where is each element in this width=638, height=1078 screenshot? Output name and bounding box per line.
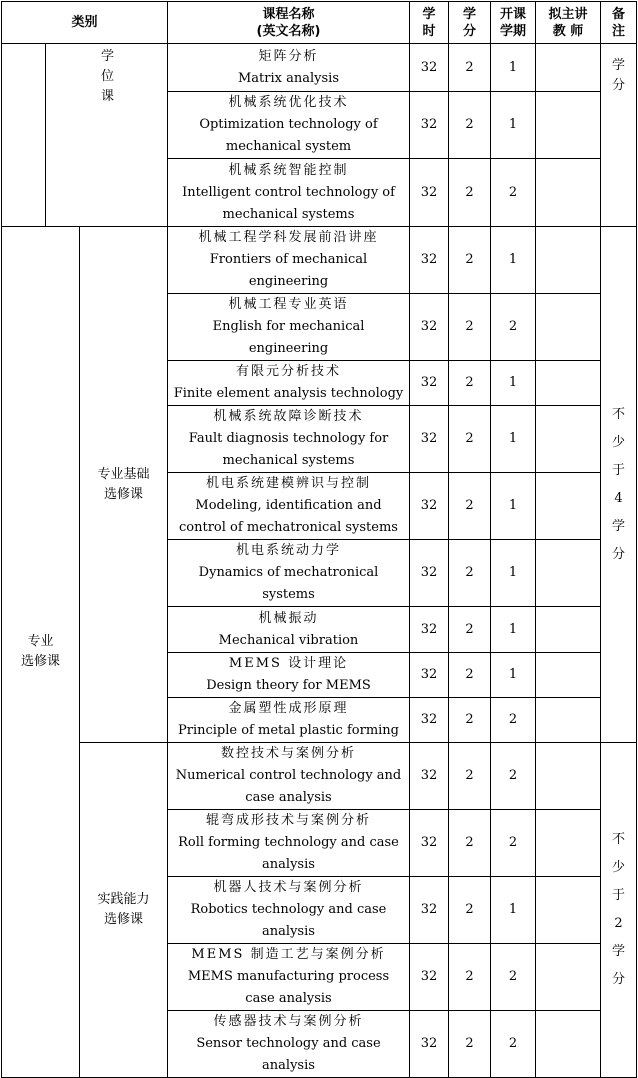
course-credits: 2 — [449, 1011, 491, 1078]
course-name-zh: 机械工程学科发展前沿讲座 — [198, 230, 379, 245]
course-credits: 2 — [449, 607, 491, 653]
course-semester: 2 — [491, 1011, 536, 1078]
course-hours: 32 — [410, 944, 449, 1011]
course-credits: 2 — [449, 698, 491, 743]
course-name-zh: 辊弯成形技术与案例分析 — [205, 813, 371, 828]
course-name-zh: 机械工程专业英语 — [228, 297, 349, 312]
course-name-zh: MEMS 设计理论 — [228, 656, 349, 671]
course-hours: 32 — [410, 473, 449, 540]
course-hours: 32 — [410, 698, 449, 743]
course-credits: 2 — [449, 406, 491, 473]
header-teacher: 拟主讲 教 师 — [536, 2, 601, 44]
course-name-en: Finite element analysis technology — [173, 386, 404, 401]
course-name-en: Dynamics of mechatronical systems — [198, 565, 379, 602]
course-teacher — [536, 44, 601, 92]
course-semester: 1 — [491, 473, 536, 540]
course-teacher — [536, 92, 601, 159]
course-semester: 1 — [491, 406, 536, 473]
course-credits: 2 — [449, 877, 491, 944]
basic-elective-label-cell — [80, 227, 168, 743]
course-name-en: Modeling, identification and control of mechatronical systems — [179, 498, 398, 535]
course-name-cell — [168, 653, 410, 698]
course-teacher — [536, 227, 601, 294]
course-name-cell — [168, 540, 410, 607]
course-name-en: Sensor technology and case analysis — [196, 1036, 381, 1073]
course-credits: 2 — [449, 810, 491, 877]
course-hours: 32 — [410, 159, 449, 227]
course-credits: 2 — [449, 653, 491, 698]
course-teacher — [536, 1011, 601, 1078]
course-teacher — [536, 653, 601, 698]
course-teacher — [536, 361, 601, 406]
header-course-name: 课程名称 (英文名称) — [168, 2, 410, 44]
course-name-en: Numerical control technology and case analysis — [175, 768, 402, 805]
practice-elective-label-cell — [80, 743, 168, 1078]
course-name-cell — [168, 607, 410, 653]
course-name-cell — [168, 944, 410, 1011]
header-remark: 备 注 — [601, 2, 637, 44]
degree-subcategory-cell — [46, 44, 168, 227]
course-name-cell — [168, 743, 410, 810]
course-name-zh: MEMS 制造工艺与案例分析 — [191, 947, 386, 962]
course-name-en: English for mechanical engineering — [212, 319, 365, 356]
course-hours: 32 — [410, 877, 449, 944]
degree-remark-label: 学 分 — [611, 58, 625, 93]
header-semester: 开课 学期 — [491, 2, 536, 44]
course-name-en: Mechanical vibration — [218, 632, 359, 648]
course-hours: 32 — [410, 294, 449, 361]
course-semester: 1 — [491, 877, 536, 944]
course-hours: 32 — [410, 810, 449, 877]
course-credits: 2 — [449, 227, 491, 294]
course-name-en: Frontiers of mechanical engineering — [209, 252, 368, 289]
course-name-zh: 传感器技术与案例分析 — [213, 1014, 364, 1029]
header-credits: 学 分 — [449, 2, 491, 44]
course-credits: 2 — [449, 540, 491, 607]
course-name-cell — [168, 294, 410, 361]
course-semester: 2 — [491, 743, 536, 810]
practice-remark-label: 不 少 于 2 学 分 — [611, 832, 625, 987]
table-row — [2, 44, 637, 92]
course-semester: 1 — [491, 653, 536, 698]
course-name-cell — [168, 698, 410, 743]
course-name-en: Roll forming technology and case analysis — [178, 835, 399, 872]
course-credits: 2 — [449, 743, 491, 810]
course-credits: 2 — [449, 92, 491, 159]
elective-category-label: 专业 选修课 — [20, 634, 60, 669]
course-name-en: Robotics technology and case analysis — [190, 902, 387, 939]
course-name-en: Design theory for MEMS — [206, 678, 371, 693]
course-credits: 2 — [449, 473, 491, 540]
course-name-zh: 数控技术与案例分析 — [220, 746, 356, 761]
course-semester: 2 — [491, 810, 536, 877]
course-name-cell — [168, 92, 410, 159]
course-teacher — [536, 810, 601, 877]
header-hours: 学 时 — [410, 2, 449, 44]
course-hours: 32 — [410, 44, 449, 92]
course-name-zh: 金属塑性成形原理 — [228, 701, 349, 716]
course-name-zh: 机械振动 — [258, 610, 319, 626]
course-hours: 32 — [410, 92, 449, 159]
course-name-zh: 机器人技术与案例分析 — [213, 880, 364, 895]
course-table — [1, 1, 637, 1078]
course-name-en: MEMS manufacturing process case analysis — [187, 969, 390, 1006]
course-name-cell — [168, 44, 410, 92]
course-semester: 1 — [491, 607, 536, 653]
course-hours: 32 — [410, 227, 449, 294]
course-teacher — [536, 607, 601, 653]
course-semester: 1 — [491, 227, 536, 294]
basic-elective-label: 专业基础 选修课 — [97, 466, 150, 502]
course-credits: 2 — [449, 361, 491, 406]
table-row — [2, 743, 637, 810]
course-hours: 32 — [410, 540, 449, 607]
course-teacher — [536, 944, 601, 1011]
course-name-zh: 机电系统建模辨识与控制 — [205, 476, 371, 491]
course-name-cell — [168, 810, 410, 877]
course-name-zh: 机械系统优化技术 — [228, 95, 349, 110]
course-teacher — [536, 743, 601, 810]
course-name-cell — [168, 227, 410, 294]
course-name-zh: 机电系统动力学 — [235, 543, 341, 558]
course-semester: 1 — [491, 44, 536, 92]
course-teacher — [536, 294, 601, 361]
course-semester: 1 — [491, 540, 536, 607]
course-hours: 32 — [410, 361, 449, 406]
course-name-cell — [168, 877, 410, 944]
course-credits: 2 — [449, 294, 491, 361]
practice-elective-label: 实践能力 选修课 — [97, 892, 150, 927]
course-semester: 2 — [491, 944, 536, 1011]
elective-category-cell — [2, 227, 80, 1078]
practice-remark-cell — [601, 743, 637, 1078]
course-teacher — [536, 698, 601, 743]
course-semester: 1 — [491, 361, 536, 406]
course-name-en: Principle of metal plastic forming — [177, 723, 400, 738]
course-teacher — [536, 473, 601, 540]
degree-remark-cell — [601, 44, 637, 227]
course-name-cell — [168, 159, 410, 227]
course-name-en: Fault diagnosis technology for mechanical systems — [188, 431, 389, 468]
course-teacher — [536, 877, 601, 944]
course-teacher — [536, 159, 601, 227]
basic-remark-cell — [601, 227, 637, 743]
course-hours: 32 — [410, 653, 449, 698]
course-teacher — [536, 406, 601, 473]
course-hours: 32 — [410, 1011, 449, 1078]
course-name-en: Matrix analysis — [238, 70, 339, 86]
course-hours: 32 — [410, 406, 449, 473]
course-name-cell — [168, 473, 410, 540]
header-row — [2, 2, 637, 44]
header-category: 类别 — [2, 2, 168, 44]
course-hours: 32 — [410, 607, 449, 653]
course-name-en: Intelligent control technology of mechanical systems — [182, 184, 395, 222]
course-hours: 32 — [410, 743, 449, 810]
course-semester: 2 — [491, 294, 536, 361]
course-name-cell — [168, 1011, 410, 1078]
course-semester: 2 — [491, 698, 536, 743]
course-teacher — [536, 540, 601, 607]
course-credits: 2 — [449, 944, 491, 1011]
course-semester: 1 — [491, 92, 536, 159]
course-name-zh: 矩阵分析 — [258, 48, 319, 64]
table-row — [2, 227, 637, 294]
course-name-zh: 机械系统智能控制 — [228, 162, 349, 178]
basic-remark-label: 不 少 于 4 学 分 — [611, 406, 625, 562]
course-name-zh: 有限元分析技术 — [235, 364, 341, 379]
course-name-zh: 机械系统故障诊断技术 — [213, 409, 364, 424]
course-credits: 2 — [449, 44, 491, 92]
course-credits: 2 — [449, 159, 491, 227]
course-name-en: Optimization technology of mechanical system — [199, 117, 378, 154]
course-name-cell — [168, 361, 410, 406]
degree-subcategory-label: 学 位 课 — [101, 49, 115, 104]
degree-category-cell — [2, 44, 46, 227]
course-semester: 2 — [491, 159, 536, 227]
course-name-cell — [168, 406, 410, 473]
